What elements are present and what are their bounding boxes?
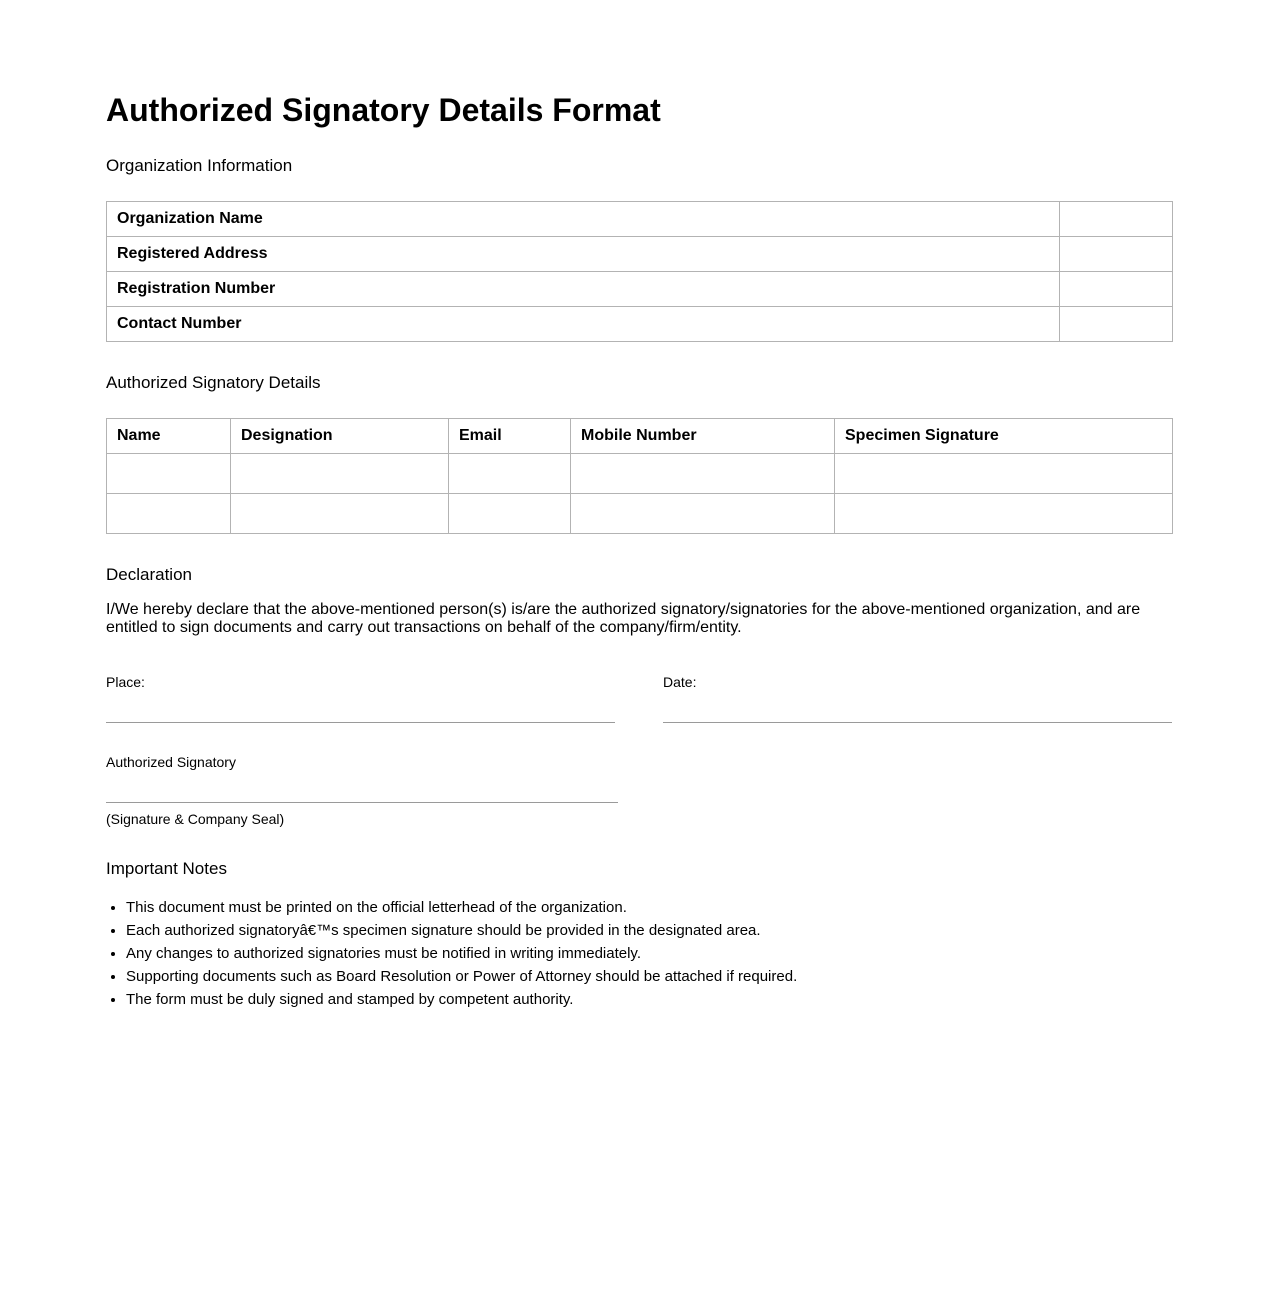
table-cell[interactable]: [107, 494, 231, 534]
signatory-heading: Authorized Signatory Details: [106, 373, 321, 392]
page-title: Authorized Signatory Details Format: [106, 92, 661, 128]
notes-heading: Important Notes: [106, 859, 227, 878]
declaration-text: I/We hereby declare that the above-mentioned person(s) is/are the authorized signatory/signatories for the above-mentioned organization, and are entitled to sign documents and carry out transactions on behalf of the company/firm/entity.: [106, 601, 1141, 636]
signature-caption: (Signature & Company Seal): [106, 811, 285, 827]
table-row: [107, 494, 1173, 534]
column-header-designation: Designation: [231, 419, 449, 454]
contact-number-label: Contact Number: [107, 307, 1060, 342]
authorized-signature-line[interactable]: [106, 802, 618, 803]
list-item: • Any changes to authorized signatories must be notified in writing immediately.: [126, 942, 797, 965]
place-label: Place:: [106, 674, 145, 690]
table-row: [107, 202, 1173, 237]
table-cell[interactable]: [449, 454, 571, 494]
place-signature-line[interactable]: [106, 722, 615, 723]
registered-address-value[interactable]: [1060, 237, 1173, 272]
registered-address-label: Registered Address: [107, 237, 1060, 272]
contact-number-value[interactable]: [1060, 307, 1173, 342]
org-name-value[interactable]: [1060, 202, 1173, 237]
column-header-email: Email: [449, 419, 571, 454]
list-item: • This document must be printed on the official letterhead of the organization.: [126, 896, 797, 919]
list-item: • The form must be duly signed and stamped by competent authority.: [126, 988, 797, 1011]
registration-number-value[interactable]: [1060, 272, 1173, 307]
table-cell[interactable]: [449, 494, 571, 534]
signatory-table: [106, 418, 1173, 534]
table-cell[interactable]: [835, 494, 1173, 534]
table-row: [107, 454, 1173, 494]
table-cell[interactable]: [231, 454, 449, 494]
column-header-name: Name: [107, 419, 231, 454]
notes-list: [106, 896, 797, 1011]
authorized-signatory-label: Authorized Signatory: [106, 754, 236, 770]
table-header-row: [107, 419, 1173, 454]
column-header-signature: Specimen Signature: [835, 419, 1173, 454]
table-row: [107, 237, 1173, 272]
table-cell[interactable]: [835, 454, 1173, 494]
organization-heading: Organization Information: [106, 156, 293, 175]
date-label: Date:: [663, 674, 697, 690]
column-header-mobile: Mobile Number: [571, 419, 835, 454]
table-cell[interactable]: [571, 494, 835, 534]
organization-table: [106, 201, 1173, 342]
declaration-heading: Declaration: [106, 565, 192, 584]
table-row: [107, 272, 1173, 307]
list-item: • Each authorized signatoryâ€™s specimen signature should be provided in the designated area.: [126, 919, 797, 942]
table-cell[interactable]: [231, 494, 449, 534]
table-row: [107, 307, 1173, 342]
org-name-label: Organization Name: [107, 202, 1060, 237]
list-item: • Supporting documents such as Board Resolution or Power of Attorney should be attached if required.: [126, 965, 797, 988]
registration-number-label: Registration Number: [107, 272, 1060, 307]
date-signature-line[interactable]: [663, 722, 1172, 723]
table-cell[interactable]: [571, 454, 835, 494]
table-cell[interactable]: [107, 454, 231, 494]
